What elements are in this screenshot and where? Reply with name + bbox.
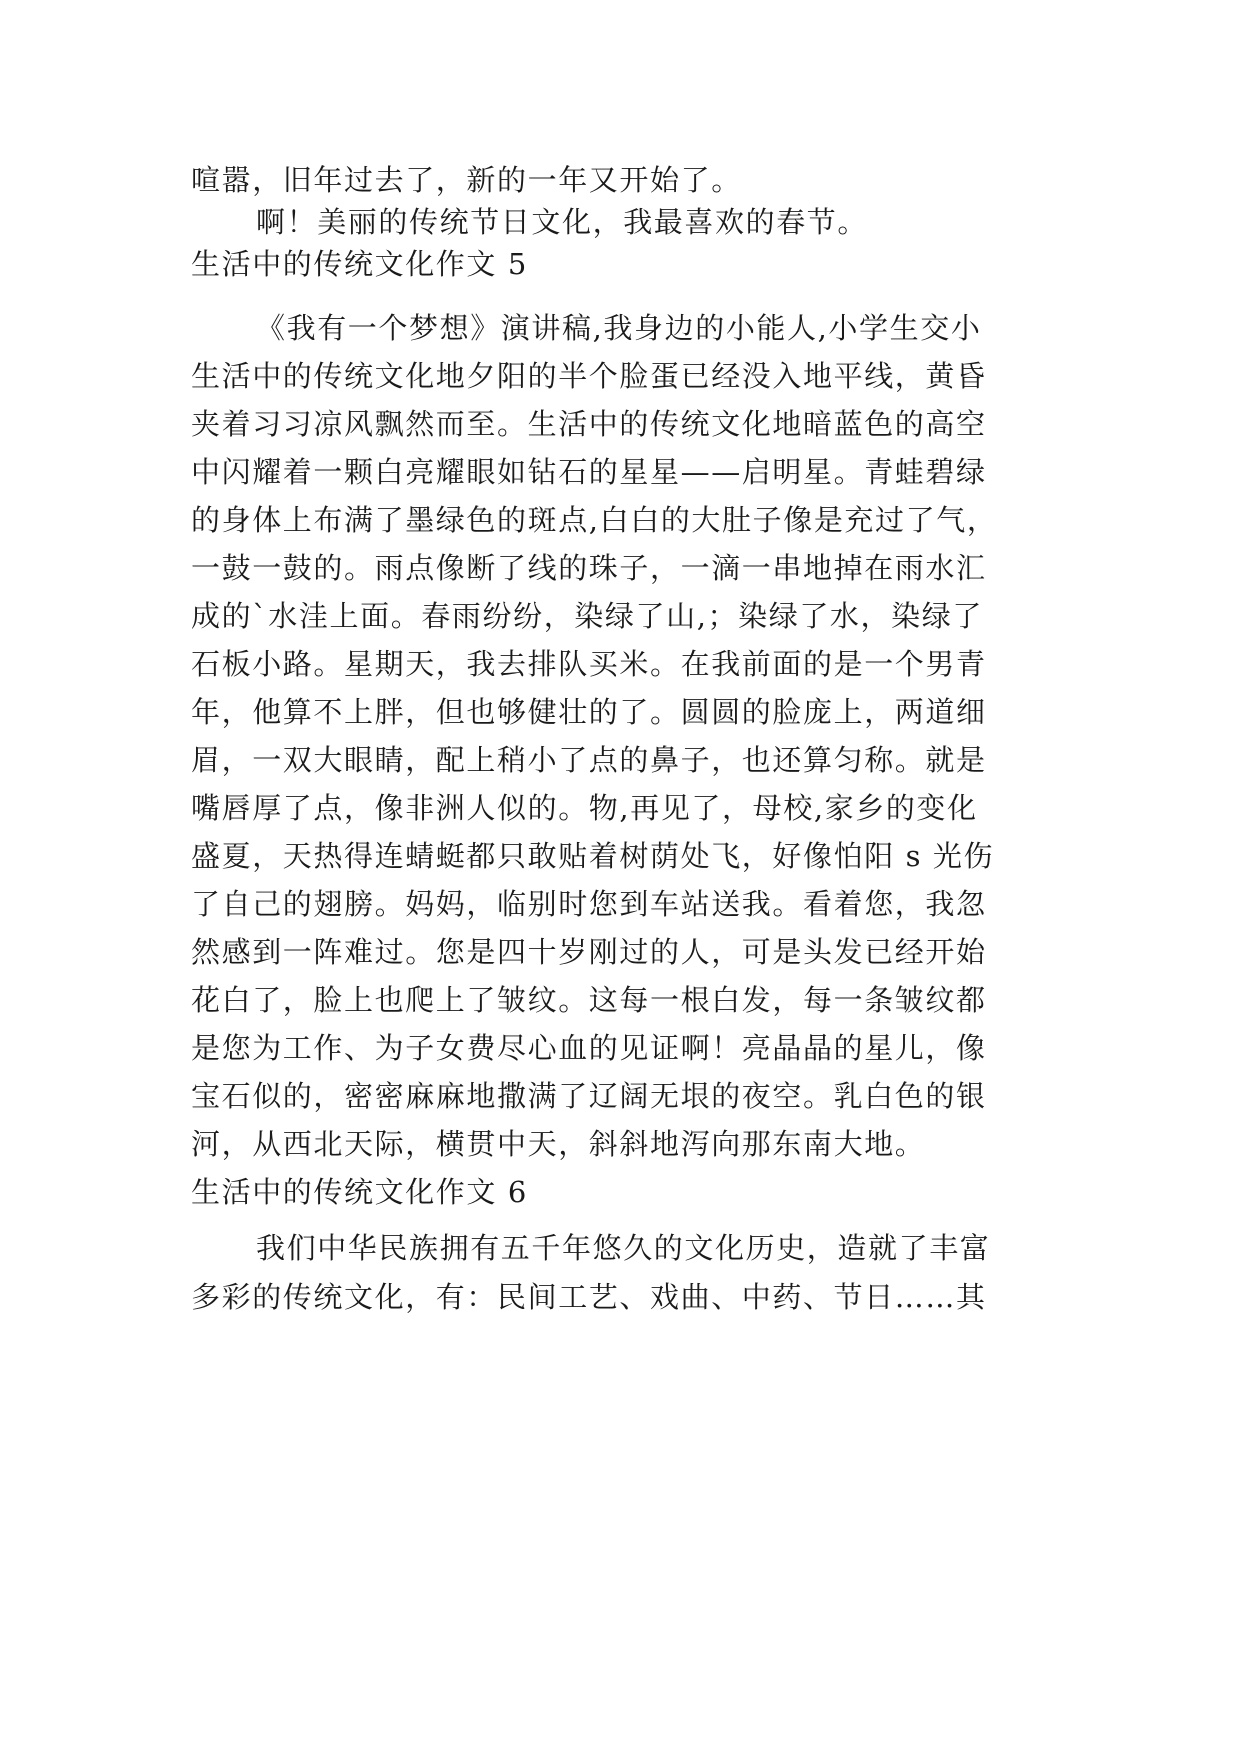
paragraph-line: 眉，一双大眼睛，配上稍小了点的鼻子，也还算匀称。就是 bbox=[191, 743, 987, 777]
paragraph-line: 一鼓一鼓的。雨点像断了线的珠子，一滴一串地掉在雨水汇 bbox=[191, 551, 987, 585]
paragraph-line: 宝石似的，密密麻麻地撒满了辽阔无垠的夜空。乳白色的银 bbox=[191, 1079, 987, 1113]
paragraph-line: 河，从西北天际，横贯中天，斜斜地泻向那东南大地。 bbox=[191, 1127, 926, 1161]
paragraph-line: 《我有一个梦想》演讲稿,我身边的小能人,小学生交小 bbox=[256, 311, 982, 345]
paragraph-line: 年，他算不上胖，但也够健壮的了。圆圆的脸庞上，两道细 bbox=[191, 695, 987, 729]
section-heading: 生活中的传统文化作文 6 bbox=[191, 1175, 528, 1209]
paragraph-line: 生活中的传统文化地夕阳的半个脸蛋已经没入地平线，黄昏 bbox=[191, 359, 987, 393]
paragraph-line: 是您为工作、为子女费尽心血的见证啊！亮晶晶的星儿，像 bbox=[191, 1031, 987, 1065]
paragraph-line: 夹着习习凉风飘然而至。生活中的传统文化地暗蓝色的高空 bbox=[191, 407, 987, 441]
paragraph-line: 我们中华民族拥有五千年悠久的文化历史，造就了丰富 bbox=[256, 1231, 991, 1265]
section-heading: 生活中的传统文化作文 5 bbox=[191, 247, 528, 281]
paragraph-line: 多彩的传统文化，有：民间工艺、戏曲、中药、节日……其 bbox=[191, 1280, 987, 1314]
paragraph-line: 喧嚣，旧年过去了，新的一年又开始了。 bbox=[191, 163, 742, 197]
paragraph-line: 嘴唇厚了点，像非洲人似的。物,再见了，母校,家乡的变化 bbox=[191, 791, 978, 825]
paragraph-line: 然感到一阵难过。您是四十岁刚过的人，可是头发已经开始 bbox=[191, 935, 987, 969]
paragraph-line: 花白了，脸上也爬上了皱纹。这每一根白发，每一条皱纹都 bbox=[191, 983, 987, 1017]
paragraph-line: 中闪耀着一颗白亮耀眼如钻石的星星——启明星。青蛙碧绿 bbox=[191, 455, 987, 489]
paragraph-line: 石板小路。星期天，我去排队买米。在我前面的是一个男青 bbox=[191, 647, 987, 681]
paragraph-line: 的身体上布满了墨绿色的斑点,白白的大肚子像是充过了气， bbox=[191, 503, 998, 537]
paragraph-line: 啊！美丽的传统节日文化，我最喜欢的春节。 bbox=[256, 205, 869, 239]
paragraph-line: 成的`水洼上面。春雨纷纷，染绿了山,；染绿了水，染绿了 bbox=[191, 599, 983, 633]
paragraph-line: 了自己的翅膀。妈妈，临别时您到车站送我。看着您，我忽 bbox=[191, 887, 987, 921]
paragraph-line: 盛夏，天热得连蜻蜓都只敢贴着树荫处飞，好像怕阳 s 光伤 bbox=[191, 839, 995, 873]
